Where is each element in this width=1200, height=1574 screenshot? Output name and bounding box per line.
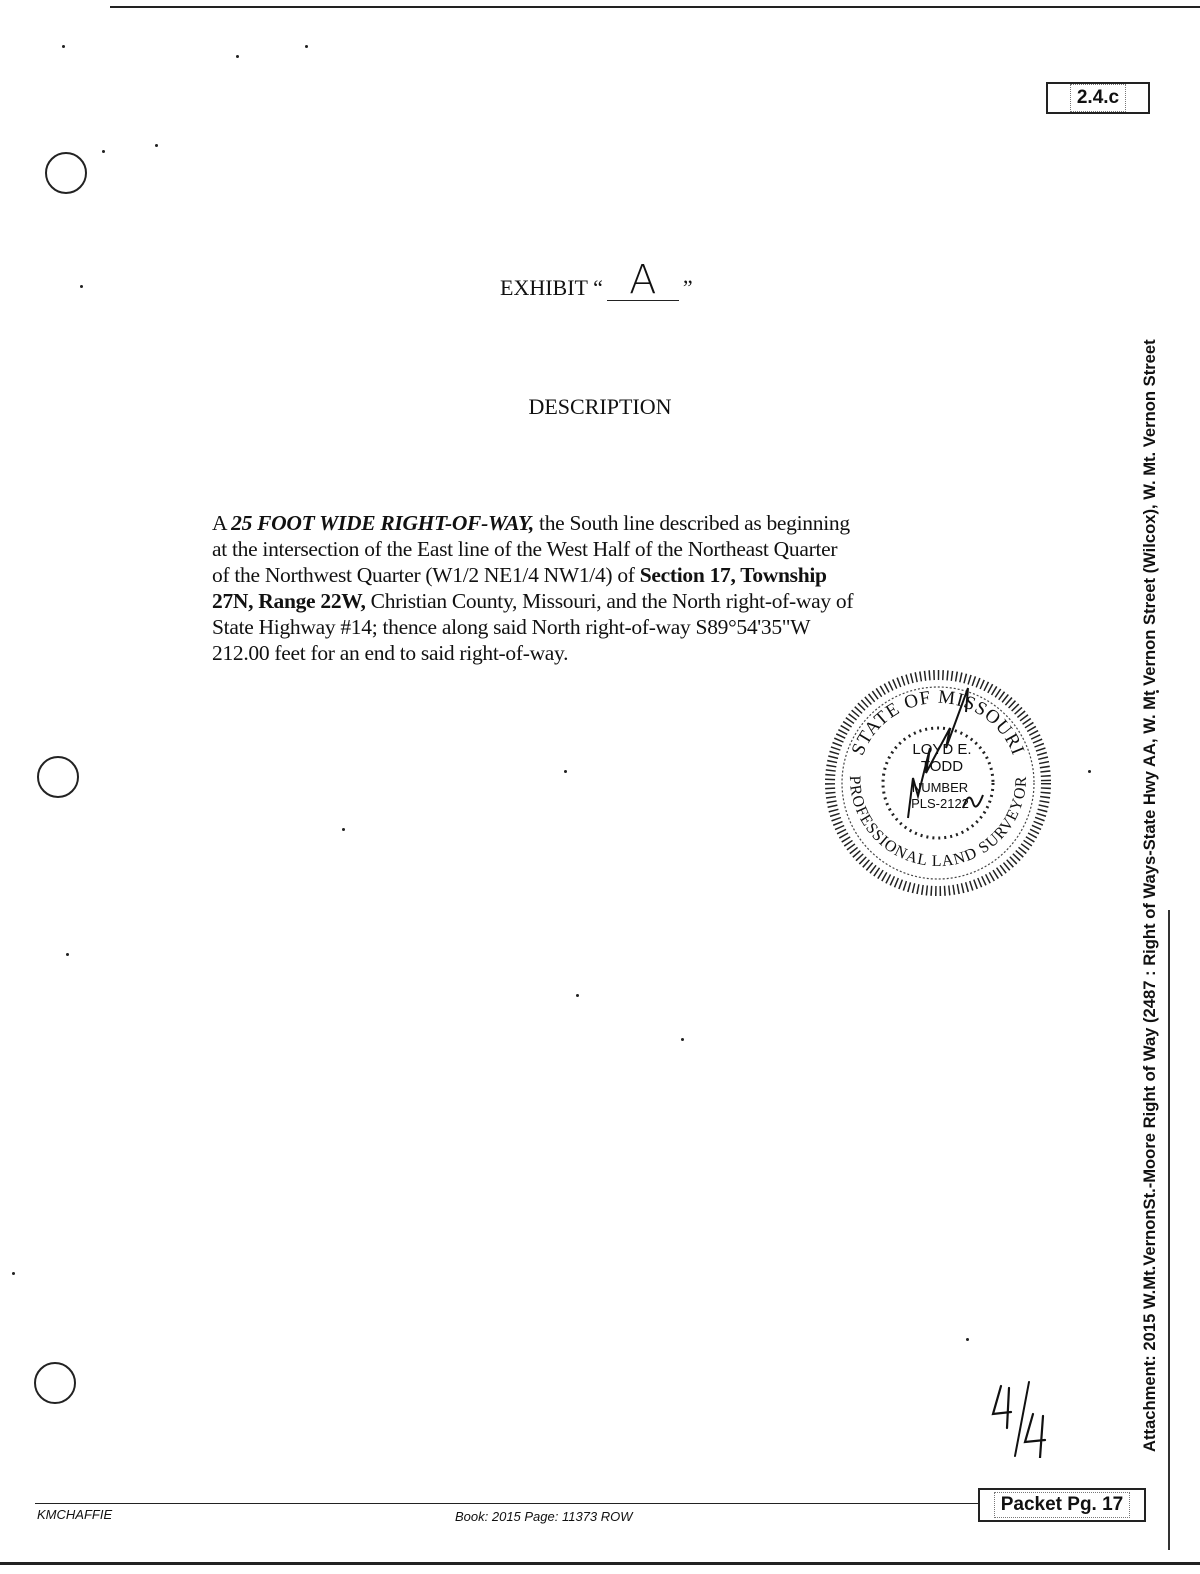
footer-author: KMCHAFFIE (37, 1507, 113, 1522)
legal-description (212, 510, 1012, 666)
page-fraction-handwritten (985, 1378, 1055, 1458)
exhibit-heading (500, 257, 693, 303)
range: 27N, Range 22W, (212, 589, 366, 613)
section-badge (1046, 82, 1150, 114)
scan-speck (576, 994, 579, 997)
scan-speck (305, 45, 308, 48)
scan-speck (66, 953, 69, 956)
scan-speck (62, 45, 65, 48)
exhibit-prefix: EXHIBIT “ (500, 275, 603, 300)
scan-speck (236, 55, 239, 58)
bottom-border-line (0, 1562, 1200, 1565)
scan-speck (564, 770, 567, 773)
section-badge-label: 2.4.c (1070, 84, 1126, 112)
top-border-line (110, 6, 1200, 8)
description-line-4-end: Christian County, Missouri, and the North right-of-way of (365, 589, 854, 613)
description-line-2: at the intersection of the East line of the West Half of the Northeast Quarter (212, 537, 838, 561)
attachment-side-label: Attachment: 2015 W.Mt.VernonSt.-Moore Right of Way (2487 : Right of Ways-State Hwy AA, W. Mt Vernon Street (Wilcox), W. Mt. Vernon Street (1140, 339, 1159, 1452)
description-line-3 (212, 562, 1012, 588)
seal-number-label: NUMBER (911, 780, 969, 795)
footer-line (35, 1503, 980, 1504)
punch-hole-middle (37, 756, 79, 798)
exhibit-letter: A (607, 260, 679, 301)
right-of-way-width: 25 FOOT WIDE RIGHT-OF-WAY, (231, 511, 534, 535)
scan-speck (12, 1272, 15, 1275)
seal-number: PLS-2122 (911, 796, 969, 811)
description-line-1 (212, 510, 1012, 536)
description-title: DESCRIPTION (528, 394, 672, 419)
punch-hole-bottom (34, 1362, 76, 1404)
description-line-1-end: the South line described as beginning (533, 511, 850, 535)
right-margin-line (1168, 910, 1170, 1550)
scan-speck (80, 285, 83, 288)
scan-speck (681, 1038, 684, 1041)
seal-name-line-1: LOYD E. (912, 741, 972, 758)
description-line-1-start: A (212, 511, 232, 535)
description-line-6: 212.00 feet for an end to said right-of-way. (212, 641, 569, 665)
seal-name-line-2: TODD (920, 758, 964, 775)
footer-book-page: Book: 2015 Page: 11373 ROW (455, 1509, 633, 1524)
section-township: Section 17, Township (639, 563, 827, 587)
scan-speck (102, 150, 105, 153)
surveyor-seal (818, 668, 1058, 898)
seal-top-text: STATE OF MISSOURI (847, 686, 1029, 759)
description-line-5: State Highway #14; thence along said North right-of-way S89°54'35"W (212, 615, 811, 639)
exhibit-suffix: ” (682, 275, 693, 300)
punch-hole-top (45, 152, 87, 194)
seal-bottom-text: PROFESSIONAL LAND SURVEYOR (845, 775, 1031, 871)
packet-page-badge (978, 1488, 1146, 1522)
packet-page-label: Packet Pg. 17 (994, 1492, 1131, 1518)
description-line-4 (212, 588, 1012, 614)
scan-speck (1088, 770, 1091, 773)
scan-speck (966, 1338, 969, 1341)
scan-speck (155, 144, 158, 147)
scan-speck (342, 828, 345, 831)
description-line-3-start: of the Northwest Quarter (W1/2 NE1/4 NW1/4) of (212, 563, 640, 587)
